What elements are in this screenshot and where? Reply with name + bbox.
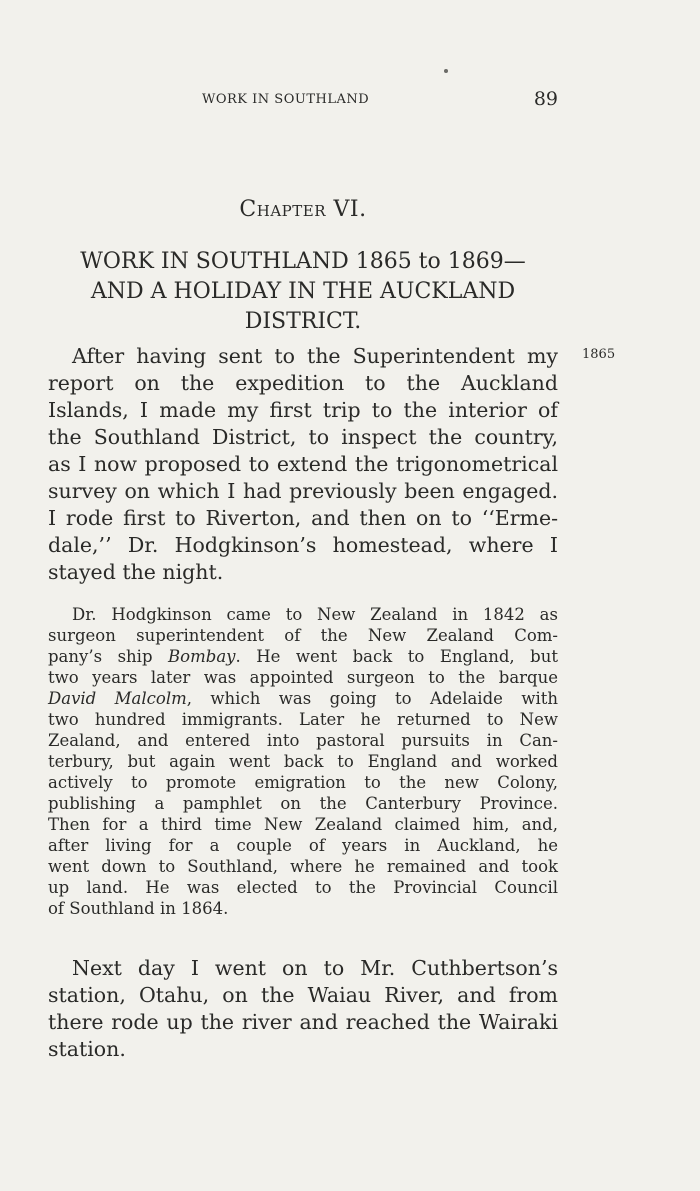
- chapter-number: VI.: [333, 197, 367, 222]
- text-line: Next day I went on to Mr. Cuthbertson’s: [72, 956, 558, 980]
- chapter-title-line: AND A HOLIDAY IN THE AUCKLAND: [90, 279, 516, 304]
- text-line: station.: [48, 1037, 126, 1061]
- paragraph-opening: [48, 343, 558, 586]
- margin-year-note: 1865: [582, 347, 616, 362]
- text-line: survey on which I had previously been engaged.: [48, 479, 558, 503]
- note-line: two hundred immigrants. Later he returned to New: [48, 710, 558, 729]
- text-line: report on the expedition to the Auckland: [48, 371, 558, 395]
- page-header: [48, 88, 558, 118]
- note-line: of Southland in 1864.: [48, 899, 229, 918]
- note-line: up land. He was elected to the Provincial Council: [48, 878, 558, 897]
- text-line: as I now proposed to extend the trigonometrical: [48, 452, 558, 476]
- text-line: stayed the night.: [48, 560, 224, 584]
- note-line: two years later was appointed surgeon to the barque: [48, 668, 558, 687]
- note-line: Then for a third time New Zealand claimed him, and,: [48, 815, 558, 834]
- note-line: actively to promote emigration to the new Colony,: [48, 773, 558, 792]
- text-line: I rode first to Riverton, and then on to ‘‘Erme-: [48, 506, 558, 530]
- note-line: publishing a pamphlet on the Canterbury Province.: [48, 794, 558, 813]
- note-line: went down to Southland, where he remained and took: [48, 857, 558, 876]
- note-line: after living for a couple of years in Auckland, he: [48, 836, 558, 855]
- note-line: Dr. Hodgkinson came to New Zealand in 1842 as: [72, 605, 558, 624]
- text-line: After having sent to the Superintendent my: [72, 344, 558, 368]
- ship-name: Bombay: [168, 647, 236, 666]
- chapter-title-line: WORK IN SOUTHLAND 1865 to 1869—: [80, 249, 526, 274]
- ink-speck: [444, 69, 448, 73]
- page-number: 89: [533, 88, 558, 110]
- note-line: terbury, but again went back to England and worked: [48, 752, 558, 771]
- running-head: WORK IN SOUTHLAND: [202, 92, 370, 107]
- biographical-note: [48, 604, 558, 919]
- paragraph-closing: [48, 955, 558, 1063]
- ship-name: David Malcolm: [48, 689, 187, 708]
- text-line: the Southland District, to inspect the country,: [48, 425, 558, 449]
- chapter-title-line: DISTRICT.: [244, 309, 362, 334]
- text-line: station, Otahu, on the Waiau River, and from: [48, 983, 558, 1007]
- chapter-word: Chapter: [239, 197, 326, 222]
- chapter-title: [48, 247, 558, 337]
- note-line: pany’s ship Bombay. He went back to England, but: [48, 647, 558, 666]
- note-line: Zealand, and entered into pastoral pursuits in Can-: [48, 731, 558, 750]
- note-line: surgeon superintendent of the New Zealand Com-: [48, 626, 558, 645]
- chapter-label: [48, 197, 558, 222]
- text-line: dale,’’ Dr. Hodgkinson’s homestead, where I: [48, 533, 558, 557]
- text-line: there rode up the river and reached the Wairaki: [48, 1010, 558, 1034]
- text-line: Islands, I made my first trip to the interior of: [48, 398, 558, 422]
- note-line: David Malcolm, which was going to Adelaide with: [48, 689, 558, 708]
